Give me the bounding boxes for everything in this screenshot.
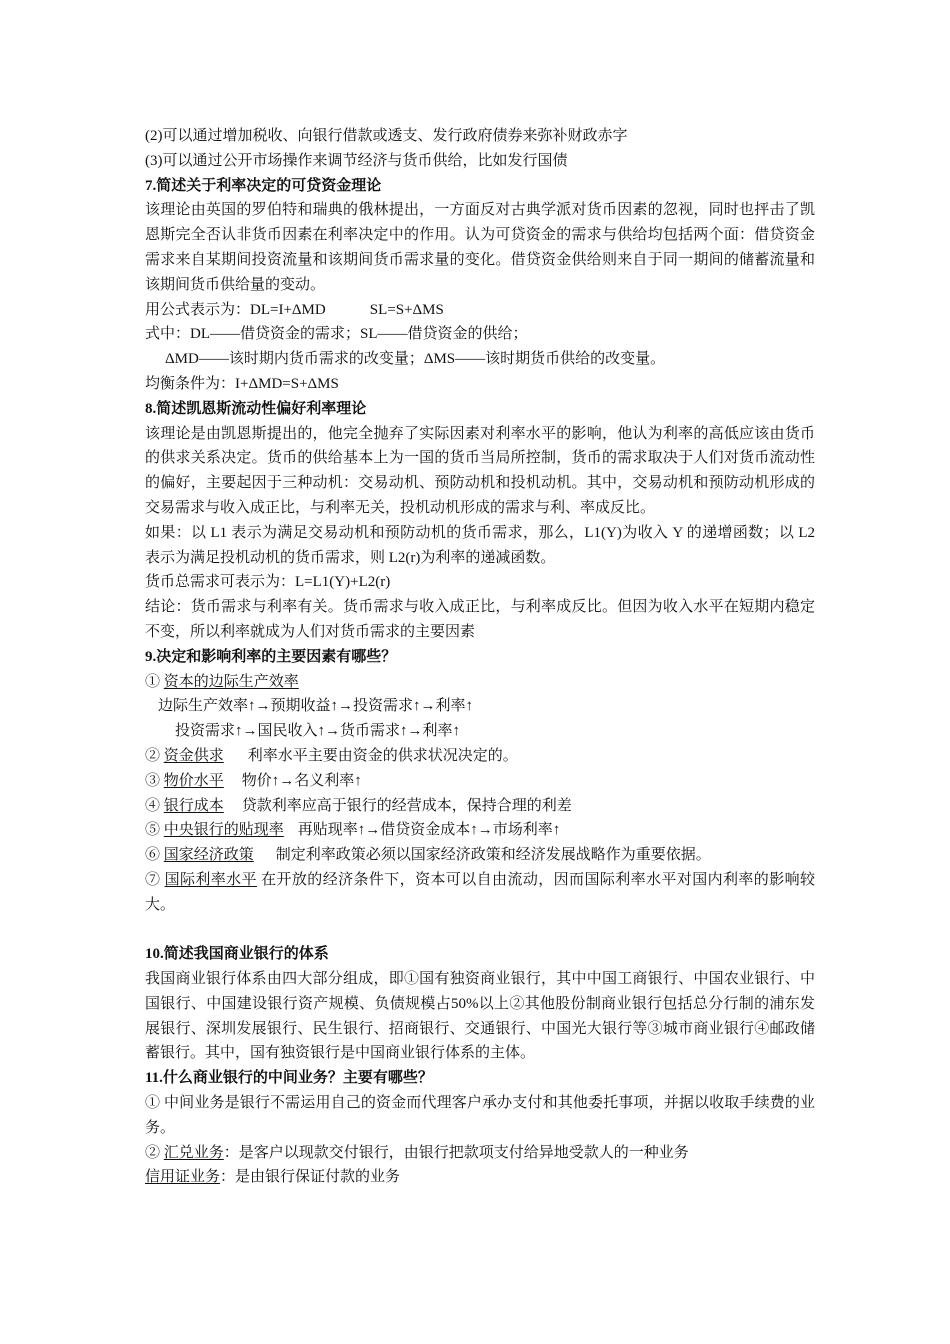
paragraph: 如果：以 L1 表示为满足交易动机和预防动机的货币需求，那么，L1(Y)为收入 Y 的递增函数；以 L2 表示为满足投机动机的货币需求，则 L2(r)为利率的递减函数。 [145, 524, 815, 566]
equilibrium-condition: 均衡条件为：I+ΔMD=S+ΔMS [145, 375, 339, 392]
formula-line [145, 298, 815, 323]
list-item [145, 794, 815, 819]
document-page [145, 124, 815, 1190]
paragraph: (3)可以通过公开市场操作来调节经济与货币供给，比如发行国债 [145, 152, 568, 169]
item-text: 在开放的经济条件下，资本可以自由流动，因而国际利率水平对国内利率的影响较大。 [145, 871, 815, 913]
paragraph: (2)可以通过增加税收、向银行借款或透支、发行政府债券来弥补财政赤字 [145, 128, 628, 144]
item-term: 资本的边际生产效率 [163, 673, 299, 690]
item-term: 物价水平 [163, 772, 224, 789]
list-item [145, 1165, 815, 1190]
item-text: ：是由银行保证付款的业务 [220, 1169, 401, 1186]
formula-legend: ΔMD——该时期内货币需求的改变量；ΔMS——该时期货币供给的改变量。 [165, 351, 666, 368]
item-term: 资金供求 [163, 747, 224, 764]
item-number: ③ [145, 772, 161, 789]
item-text: ：是客户以现款交付银行，由银行把款项支付给异地受款人的一种业务 [223, 1144, 689, 1161]
list-item [145, 769, 815, 794]
section-heading-7: 7.简述关于利率决定的可贷资金理论 [145, 177, 382, 194]
item-term: 国家经济政策 [163, 847, 254, 864]
item-text: 物价↑→名义利率↑ [241, 772, 362, 789]
item-term: 中央银行的贴现率 [163, 822, 284, 839]
paragraph: 该理论由英国的罗伯特和瑞典的俄林提出，一方面反对古典学派对货币因素的忽视，同时也抨击了凯恩斯完全否认非货币因素在利率决定中的作用。认为可贷资金的需求与供给均包括两个面：借贷资金需求来自某期间投资流量和该期间货币需求量的变化。借贷资金供给则来自于同一期间的储蓄流量和该期间货币供给量的变动。 [145, 202, 815, 293]
formula-legend: 式中：DL——借贷资金的需求；SL——借贷资金的供给； [145, 326, 528, 343]
item-number: ② [145, 747, 161, 764]
list-item [145, 818, 815, 843]
section-heading-11: 11.什么商业银行的中间业务？主要有哪些？ [145, 1070, 433, 1087]
blank-line [145, 918, 815, 943]
list-subline: 边际生产效率↑→预期收益↑→投资需求↑→利率↑ [158, 698, 474, 715]
paragraph: 结论：货币需求与利率有关。货币需求与收入成正比，与利率成反比。但因为收入水平在短期内稳定不变，所以利率就成为人们对货币需求的主要因素 [145, 599, 815, 640]
list-item [145, 868, 815, 918]
paragraph: 我国商业银行体系由四大部分组成，即①国有独资商业银行，其中中国工商银行、中国农业银行、中国银行、中国建设银行资产规模、负债规模占50%以上②其他股份制商业银行包括总分行制的浦东发展银行、深圳发展银行、民生银行、招商银行、交通银行、中国光大银行等③城市商业银行④邮政储蓄银行。其中，国有独资银行是中国商业银行体系的主体。 [145, 971, 815, 1062]
item-term: 汇兑业务 [163, 1144, 224, 1161]
section-heading-10: 10.简述我国商业银行的体系 [145, 946, 329, 963]
paragraph: 该理论是由凯恩斯提出的，他完全抛弃了实际因素对利率水平的影响，他认为利率的高低应该由货币的供求关系决定。货币的供给基本上为一国的货币当局所控制，货币的需求取决于人们对货币流动性的偏好，主要起因于三种动机：交易动机、预防动机和投机动机。其中，交易动机和预防动机形成的交易需求与收入成正比，与利率无关，投机动机形成的需求与利、率成反比。 [145, 425, 815, 516]
item-number: ① [145, 673, 161, 690]
list-item [145, 744, 815, 769]
section-heading-8: 8.简述凯恩斯流动性偏好利率理论 [145, 400, 367, 417]
item-term: 信用证业务 [145, 1169, 221, 1186]
list-item [145, 670, 815, 695]
item-number: ⑥ [145, 847, 161, 864]
item-term: 国际利率水平 [164, 871, 257, 888]
paragraph: 货币总需求可表示为：L=L1(Y)+L2(r) [145, 574, 391, 591]
list-subline: 投资需求↑→国民收入↑→货币需求↑→利率↑ [175, 723, 461, 740]
item-number: ⑦ [145, 871, 161, 888]
item-text: 制定利率政策必须以国家经济政策和经济发展战略作为重要依据。 [275, 847, 711, 864]
formula-dl: 用公式表示为：DL=I+ΔMD [145, 301, 326, 318]
paragraph: ① 中间业务是银行不需运用自己的资金而代理客户承办支付和其他委托事项，并据以收取手续费的业务。 [145, 1095, 815, 1136]
item-text: 再贴现率↑→借贷资金成本↑→市场利率↑ [297, 822, 561, 839]
item-text: 贷款利率应高于银行的经营成本，保持合理的利差 [241, 797, 572, 814]
formula-sl: SL=S+ΔMS [369, 301, 444, 318]
list-item [145, 843, 815, 868]
item-term: 银行成本 [163, 797, 224, 814]
item-number: ② [145, 1144, 161, 1161]
item-number: ④ [145, 797, 161, 814]
item-text: 利率水平主要由资金的供求状况决定的。 [247, 747, 518, 764]
list-item [145, 1141, 815, 1166]
section-heading-9: 9.决定和影响利率的主要因素有哪些？ [145, 648, 397, 665]
item-number: ⑤ [145, 822, 161, 839]
